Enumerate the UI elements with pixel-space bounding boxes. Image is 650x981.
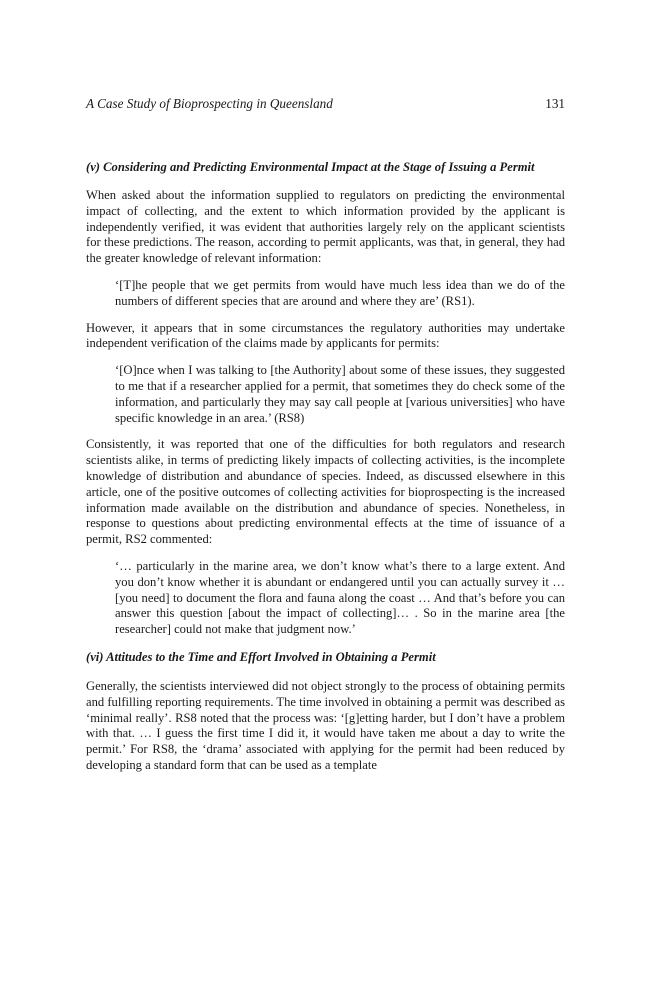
body-paragraph: However, it appears that in some circumstances the regulatory authorities may undertake independent verification of the claims made by applicants for permits: <box>86 320 565 351</box>
section-heading: (vi) Attitudes to the Time and Effort Involved in Obtaining a Permit <box>86 649 436 664</box>
block-quote: ‘… particularly in the marine area, we don’t know what’s there to a large extent. And you don’t know whether it is abundant or endangered until you can actually survey it … [you need] to document the flora and fauna along the coast … And that’s before you can answer this question [about the impact of collecting]… . So in the marine area [the researcher] could not make that judgment now.’ <box>115 558 565 637</box>
block-quote: ‘[O]nce when I was talking to [the Authority] about some of these issues, they suggested to me that if a researcher applied for a permit, that sometimes they do check some of the information, and particularly they may say call people at [various universities] who have specific knowledge in an area.’ (RS8) <box>115 363 565 425</box>
section-heading: (v) Considering and Predicting Environmental Impact at the Stage of Issuing a Permit <box>86 160 535 174</box>
running-head-title: A Case Study of Bioprospecting in Queensland <box>86 96 333 111</box>
block-quote: ‘[T]he people that we get permits from would have much less idea than we do of the numbers of different species that are around and where they are’ (RS1). <box>115 277 565 308</box>
body-paragraph: When asked about the information supplied to regulators on predicting the environmental impact of collecting, and the extent to which information provided by the applicant is independently verified, it was evident that authorities largely rely on the applicant scientists for these predictions. The reason, according to permit applicants, was that, in general, they had the greater knowledge of relevant information: <box>86 188 565 266</box>
running-head <box>86 96 565 112</box>
page <box>86 96 565 774</box>
page-number: 131 <box>545 96 565 111</box>
body-paragraph: Generally, the scientists interviewed did not object strongly to the process of obtaining permits and fulfilling reporting requirements. The time involved in obtaining a permit was described as ‘minimal really’. RS8 noted that the process was: ‘[g]etting harder, but I don’t have a problem with that. … I guess the first time I did it, it would have taken me about a day to write the permit.’ For RS8, the ‘drama’ associated with applying for the permit had been reduced by developing a standard form that can be used as a template <box>86 678 565 772</box>
body-paragraph: Consistently, it was reported that one of the difficulties for both regulators and research scientists alike, in terms of predicting likely impacts of collecting activities, is the incomplete knowledge of distribution and abundance of species. Indeed, as discussed elsewhere in this article, one of the positive outcomes of collecting activities for bioprospecting is the increased information made available on the distribution and abundance of species. Nonetheless, in response to questions about predicting environmental effects at the time of issuance of a permit, RS2 commented: <box>86 437 565 547</box>
